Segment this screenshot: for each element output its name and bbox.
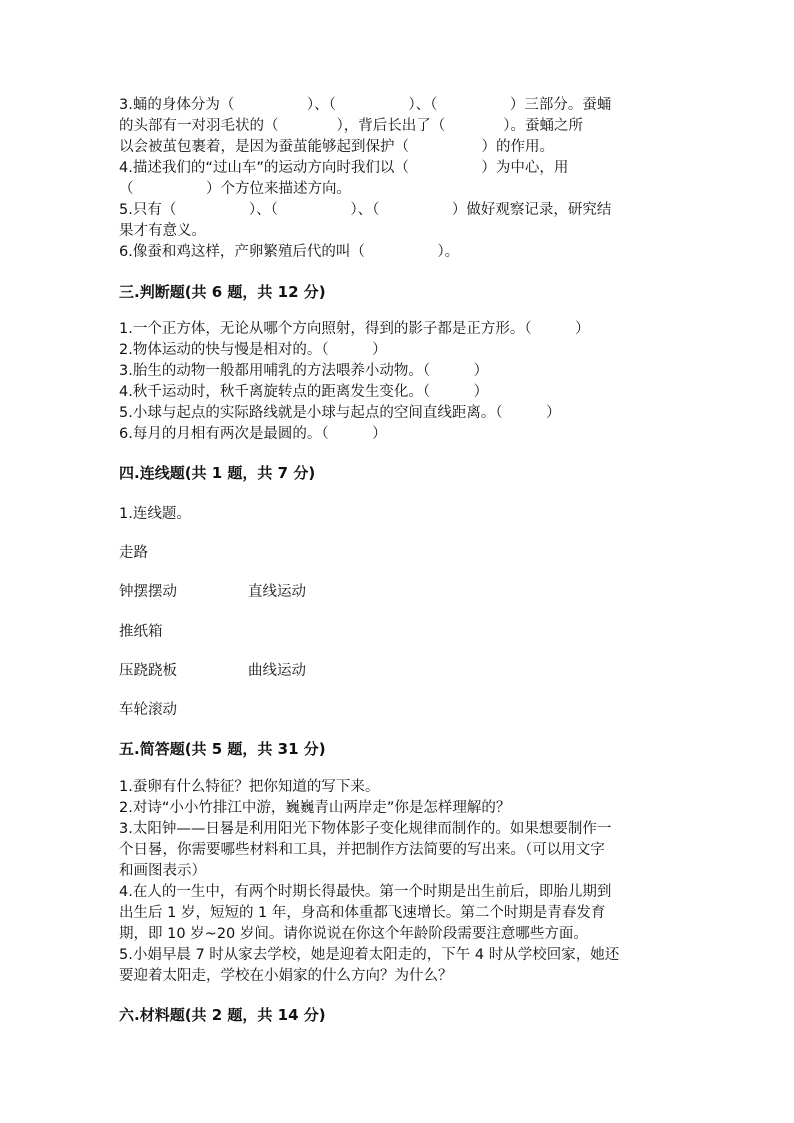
text-line: 5.小娟早晨 7 时从家去学校，她是迎着太阳走的，下午 4 时从学校回家，她还: [119, 947, 620, 963]
matching-left-item: 压跷跷板: [119, 663, 177, 679]
matching-left-item: 车轮滚动: [119, 702, 177, 718]
list-item: 5.小球与起点的实际路线就是小球与起点的空间直线距离。（ ）: [119, 405, 561, 421]
text-line: 1.蚕卵有什么特征？把你知道的写下来。: [119, 779, 380, 795]
list-item: 1.一个正方体，无论从哪个方向照射，得到的影子都是正方形。（ ）: [119, 321, 590, 337]
judgment-questions: [119, 319, 675, 445]
list-item: 6.每月的月相有两次是最圆的。（ ）: [119, 426, 387, 442]
text-line: （ ）个方位来描述方向。: [119, 181, 351, 197]
short-answer-questions: [119, 777, 675, 987]
text-line: 3.太阳钟——日晷是利用阳光下物体影子变化规律而制作的。如果想要制作一: [119, 821, 612, 837]
text-line: 和画图表示）: [119, 863, 206, 879]
matching-left-item: 走路: [119, 545, 148, 561]
text-line: 以会被茧包裹着，是因为蚕茧能够起到保护（ ）的作用。: [119, 139, 554, 155]
text-line: 期，即 10 岁~20 岁间。请你说说在你这个年龄阶段需要注意哪些方面。: [119, 926, 588, 942]
section-heading-matching: 四.连线题(共 1 题，共 7 分): [119, 464, 316, 482]
text-line: 的头部有一对羽毛状的（ ），背后长出了（ ）。蚕蛹之所: [119, 118, 583, 134]
text-line: 3.蛹的身体分为（ ）、（ ）、（ ）三部分。蚕蛹: [119, 97, 612, 113]
matching-question: 1.连线题。: [119, 506, 191, 522]
text-line: 4.在人的一生中，有两个时期长得最快。第一个时期是出生前后，即胎儿期到: [119, 884, 612, 900]
matching-left-item: 推纸箱: [119, 624, 163, 640]
matching-right-item: 直线运动: [248, 584, 306, 600]
list-item: 4.秋千运动时，秋千离旋转点的距离发生变化。（ ）: [119, 384, 489, 400]
text-line: 要迎着太阳走，学校在小娟家的什么方向？为什么？: [119, 968, 453, 984]
matching-right-item: 曲线运动: [248, 663, 306, 679]
text-line: 2.对诗“小小竹排江中游，巍巍青山两岸走”你是怎样理解的？: [119, 800, 511, 816]
matching-left-item: 钟摆摆动: [119, 584, 177, 600]
text-line: 果才有意义。: [119, 223, 206, 239]
text-line: 出生后 1 岁，短短的 1 年，身高和体重都飞速增长。第二个时期是青春发育: [119, 905, 606, 921]
text-line: 6.像蚕和鸡这样，产卵繁殖后代的叫（ ）。: [119, 244, 460, 260]
section-heading-judgment: 三.判断题(共 6 题，共 12 分): [119, 283, 326, 301]
list-item: 2.物体运动的快与慢是相对的。（ ）: [119, 342, 387, 358]
section-heading-short-answer: 五.简答题(共 5 题，共 31 分): [119, 740, 326, 758]
list-item: 3.胎生的动物一般都用哺乳的方法喂养小动物。（ ）: [119, 363, 489, 379]
text-line: 4.描述我们的“过山车”的运动方向时我们以（ ）为中心，用: [119, 160, 569, 176]
section-heading-material: 六.材料题(共 2 题，共 14 分): [119, 1006, 326, 1024]
text-line: 5.只有（ ）、（ ）、（ ）做好观察记录，研究结: [119, 202, 612, 218]
fill-blank-questions: [119, 95, 675, 263]
text-line: 个日晷，你需要哪些材料和工具，并把制作方法简要的写出来。（可以用文字: [119, 842, 605, 858]
